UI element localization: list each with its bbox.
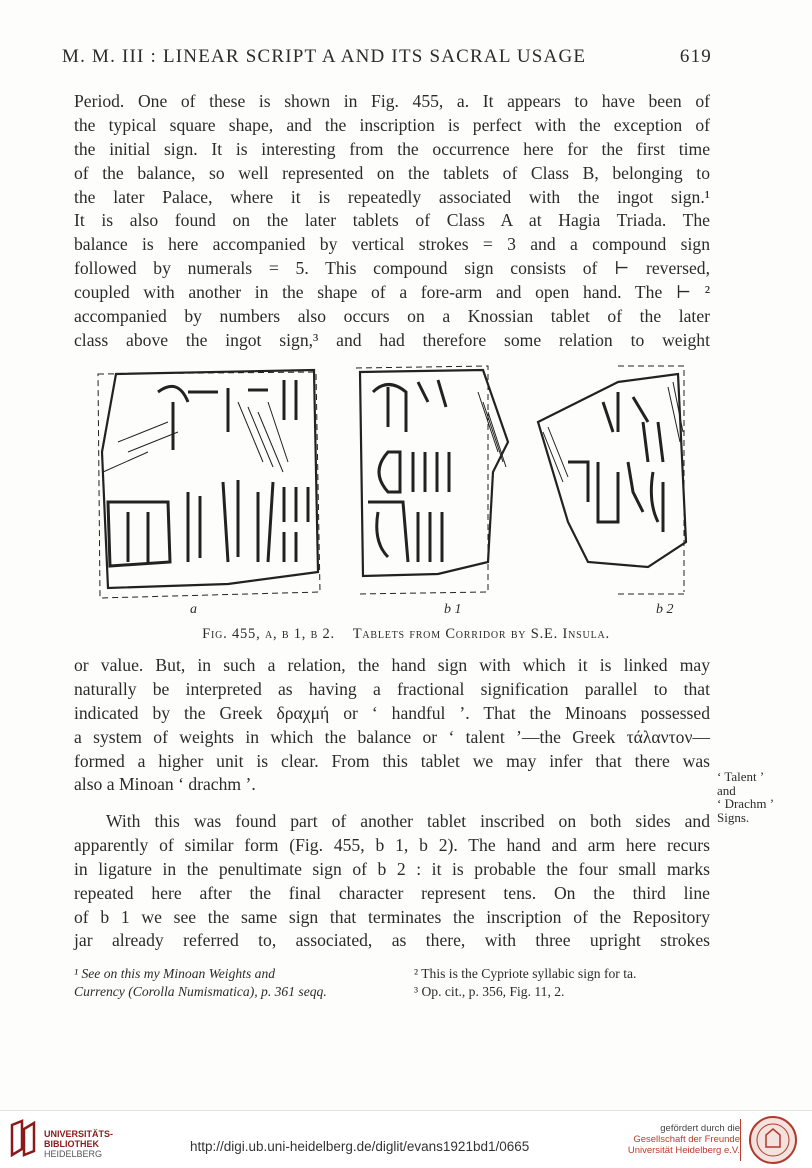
margin-note [717,770,809,824]
running-header [62,46,712,68]
margin-line: and [717,782,736,798]
text-line: class above the ingot sign,³ and had therefore some relation to weight [74,329,710,350]
page-number: 619 [679,46,712,67]
paragraph-3 [74,810,710,953]
library-line-2: BIBLIOTHEK [44,1139,99,1149]
text-line: accompanied by numbers also occurs on a Knossian tablet of the later [74,306,710,327]
text-line: balance is here accompanied by vertical strokes = 3 and a compound sign [74,234,710,255]
text-line: followed by numerals = 5. This compound sign consists of ⊢ reversed, [74,258,710,279]
divider [740,1119,741,1161]
text-line: the typical square shape, and the inscription is perfect with the exception of [74,114,710,135]
margin-line: ‘ Drachm ’ [717,796,775,811]
text-line: of the balance, so well represented on the tablets of Class B, belonging to [74,162,710,183]
paragraph-1 [74,90,710,353]
caption-title: Tablets from Corridor by S.E. Insula. [352,626,610,642]
label-b1: b 1 [444,602,462,617]
text-line: With this was found part of another tablet inscribed on both sides and [106,811,710,831]
margin-line: ‘ Talent ’ [717,769,765,784]
caption-figure-number: Fig. 455, a, b 1, b 2. [202,626,335,642]
footnote-1-line2: Currency (Corolla Numismatica), p. 361 seqq. [74,984,327,999]
sponsor-text [610,1123,740,1156]
label-a: a [190,602,197,617]
tablet-b2-drawing [538,366,686,594]
tablet-a-drawing [98,370,320,598]
footnote-2: ² This is the Cypriote syllabic sign for ta. [414,966,637,981]
sponsor-org-1: Gesellschaft der Freunde [633,1134,740,1145]
library-line-3: HEIDELBERG [44,1149,103,1159]
sponsor-label: gefördert durch die [660,1123,740,1134]
university-seal-icon [748,1115,798,1165]
sponsor-org-2: Universität Heidelberg e.V. [627,1145,740,1156]
tablet-b1-drawing [356,366,508,594]
text-line: of b 1 we see the same sign that terminates the inscription of the Repository [74,906,710,927]
text-line: in ligature in the penultimate sign of b 2 : it is probable the four small marks [74,858,710,879]
paragraph-2 [74,654,710,797]
library-name [44,1129,113,1159]
text-line: coupled with another in the shape of a fore-arm and open hand. The ⊢ ² [74,282,710,303]
header-title: M. M. III : LINEAR SCRIPT A AND ITS SACRAL USAGE [62,46,587,67]
footnote-3: ³ Op. cit., p. 356, Fig. 11, 2. [414,984,565,999]
digitization-footer [0,1110,812,1168]
library-line-1: UNIVERSITÄTS- [44,1129,114,1139]
text-line: formed a higher unit is clear. From this tablet we may infer that there was [74,750,710,771]
library-logo-icon [8,1119,38,1159]
footnote-1-line1: ¹ See on this my Minoan Weights and [74,966,276,981]
permalink-url[interactable]: http://digi.ub.uni-heidelberg.de/diglit/evans1921bd1/0665 [190,1139,530,1154]
figure-caption [0,626,812,643]
text-line: naturally be interpreted as having a fractional signification parallel to that [74,678,710,699]
text-line: It is also found on the later tablets of Class A at Hagia Triada. The [74,210,710,231]
text-line: apparently of similar form (Fig. 455, b 1, b 2). The hand and arm here recurs [74,834,710,855]
text-line: indicated by the Greek δραχμή or ‘ handful ’. That the Minoans possessed [74,702,710,723]
text-line: also a Minoan ‘ drachm ’. [74,774,256,795]
text-line: the later Palace, where it is repeatedly associated with the ingot sign.¹ [74,186,710,207]
margin-line: Signs. [717,809,750,825]
text-line: a system of weights in which the balance or ‘ talent ’—the Greek τάλαντον— [74,726,710,747]
text-line: or value. But, in such a relation, the hand sign with which it is linked may [74,655,710,675]
tablet-drawings-figure [88,362,700,630]
text-line: jar already referred to, associated, as there, with three upright strokes [74,930,710,951]
label-b2: b 2 [656,602,674,617]
text-line: Period. One of these is shown in Fig. 455, a. It appears to have been of [74,91,710,111]
text-line: repeated here after the final character represent tens. On the third line [74,882,710,903]
text-line: the initial sign. It is interesting from the occurrence here for the first time [74,138,710,159]
